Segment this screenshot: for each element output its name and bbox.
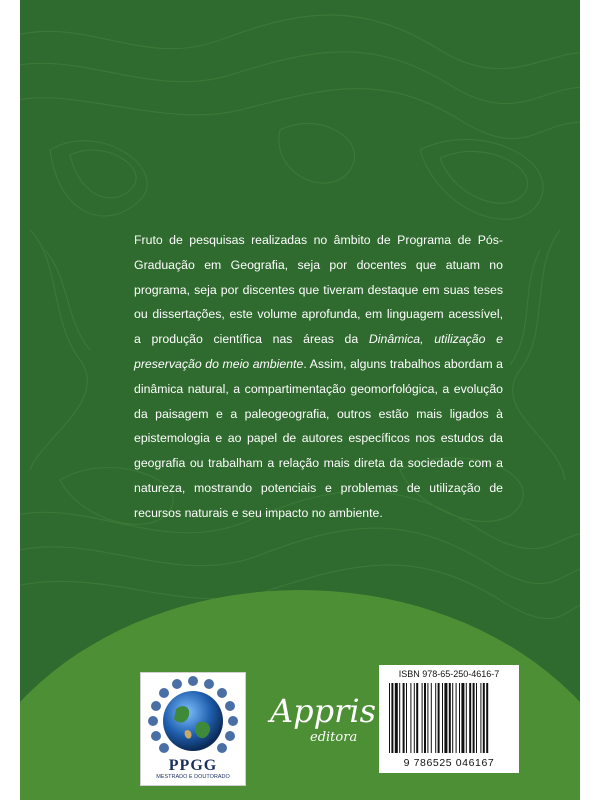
blurb-text-part2: . Assim, alguns trabalhos abordam a dinâmica natural, a compartimentação geomorfológica, a evolução da paisagem e a paleogeografia, outros estão mais ligados à epistemologia e ao papel de autores específicos nos estudos da geografia ou trabalham a relação mais direta da sociedade com a natureza, mostrando potenciais e problemas de utilização de recursos naturais e seu impacto no ambiente. xyxy=(134,356,503,520)
appris-wordmark: Appris xyxy=(270,692,377,730)
blurb-text-part1: Fruto de pesquisas realizadas no âmbito de Programa de Pós-Graduação em Geografia, seja por docentes que atuam no programa, seja por discentes que tiveram destaque em suas teses ou dissertações, este volume aprofunda, em linguagem acessível, a produção científica nas áreas da xyxy=(134,233,503,347)
isbn-label: ISBN 978-65-250-4616-7 xyxy=(398,669,500,679)
back-cover-blurb xyxy=(134,228,503,526)
appris-editora-logo xyxy=(256,692,396,756)
ppgg-subtitle: MESTRADO E DOUTORADO xyxy=(156,774,230,780)
blurb-italic-phrase: Dinâmica, utilização e preservação do meio ambiente xyxy=(134,332,503,371)
barcode-digits: 9 786525 046167 xyxy=(403,757,495,769)
back-cover xyxy=(20,0,580,800)
ppgg-logo xyxy=(140,672,246,786)
isbn-barcode-block xyxy=(379,665,519,773)
barcode-icon xyxy=(387,683,511,755)
editora-wordmark: editora xyxy=(310,730,358,745)
ppgg-title: PPGG xyxy=(168,757,218,774)
